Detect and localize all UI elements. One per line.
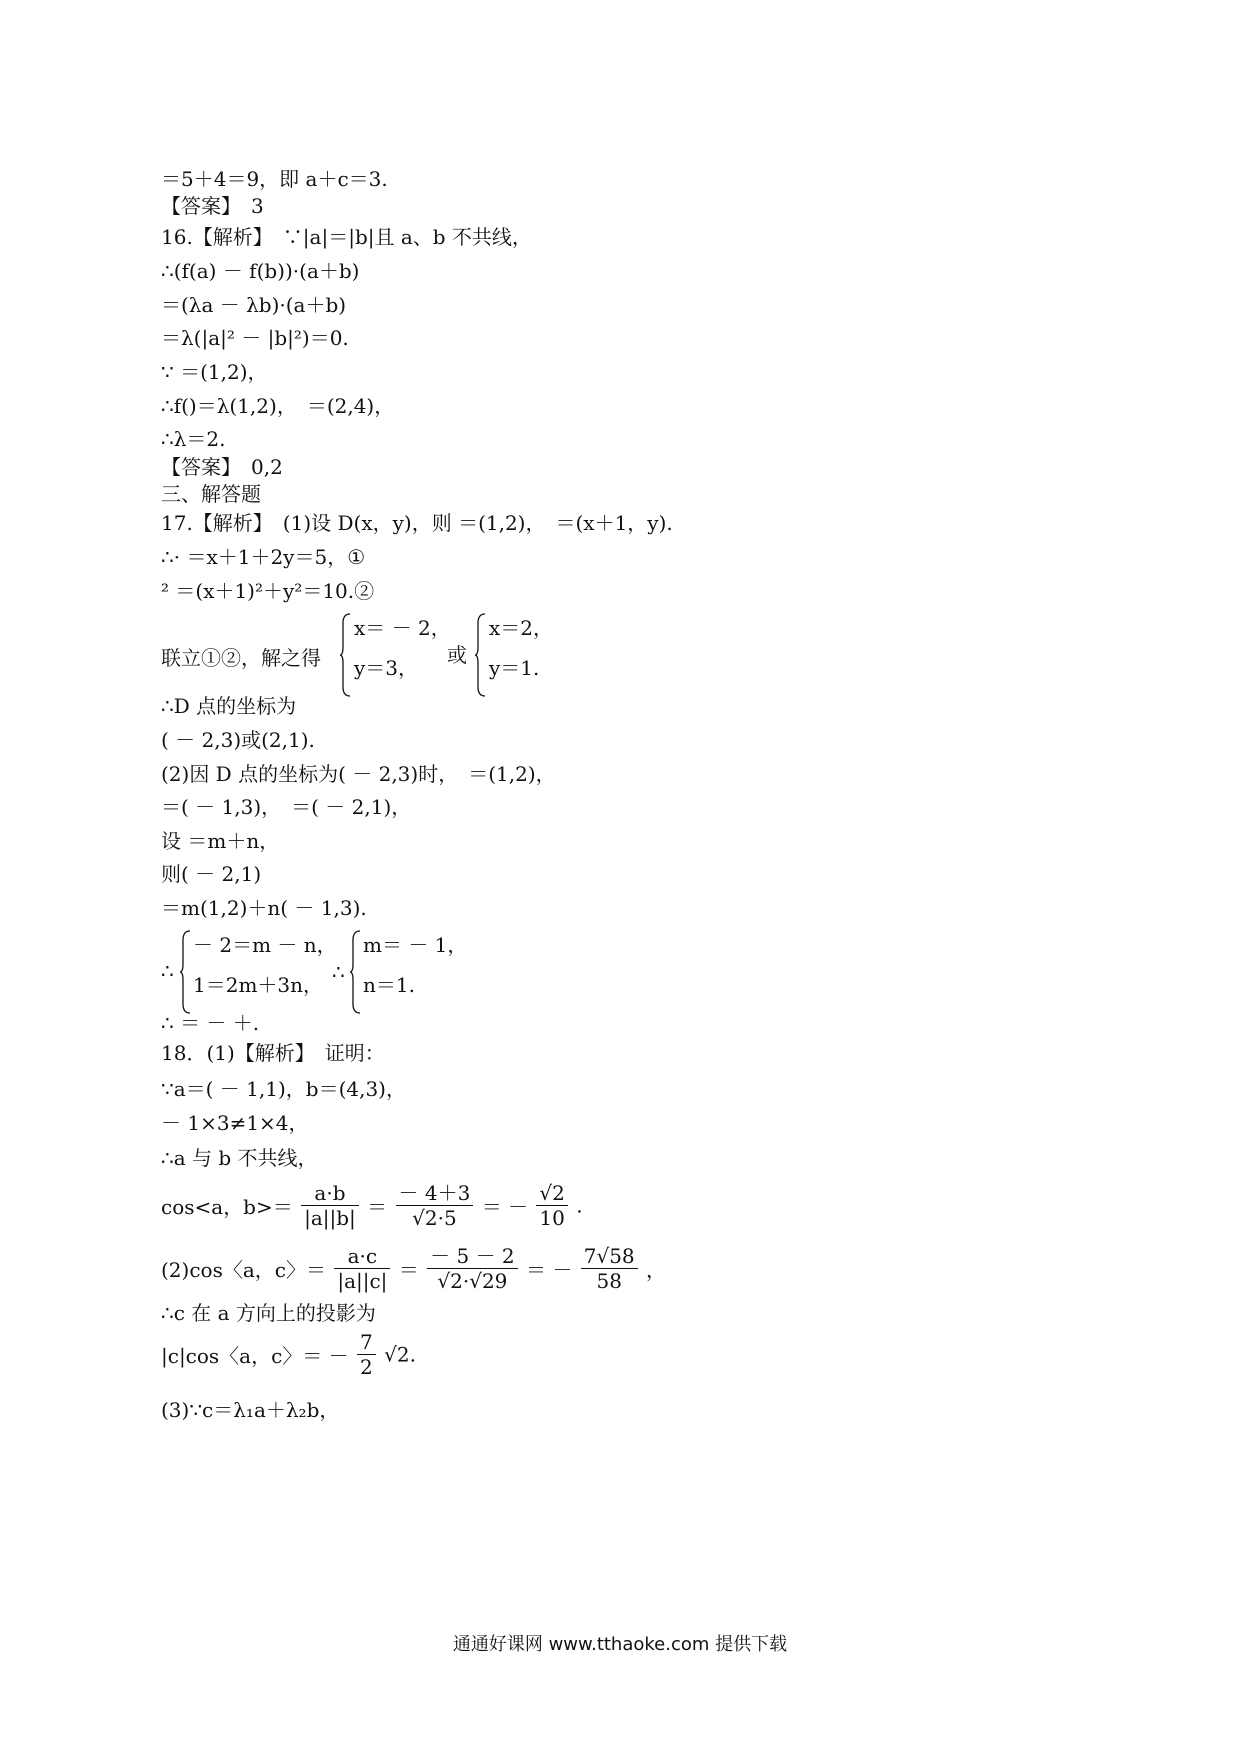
cos-ac-formula [161, 1244, 666, 1304]
text-line: 16.【解析】 ∵|a|＝|b|且 a、b 不共线， [161, 225, 532, 249]
system-row: x＝ － 2， [354, 616, 451, 640]
fraction [396, 1181, 474, 1230]
fraction [427, 1244, 518, 1293]
formula-end: √2. [384, 1342, 416, 1367]
text-line: 设 ＝m＋n， [161, 829, 280, 853]
text-line: 18．(1)【解析】 证明： [161, 1041, 385, 1065]
left-brace [339, 613, 351, 697]
system-lead: 联立①②，解之得 [161, 646, 321, 670]
fraction-denominator: 58 [596, 1269, 622, 1293]
fraction-numerator: a·b [301, 1181, 359, 1206]
fraction-numerator: √2 [536, 1181, 567, 1206]
formula-prefix: |c|cos〈a，c〉＝ － [161, 1344, 356, 1368]
equals-sign: ＝ － [481, 1195, 535, 1219]
page-footer: 通通好课网 www.tthaoke.com 提供下载 [452, 1634, 788, 1655]
fraction-numerator: － 4＋3 [396, 1181, 474, 1206]
system-row: y＝1. [489, 656, 540, 680]
fraction-denominator: |a||b| [304, 1206, 356, 1230]
answer-line: 【答案】 3 [161, 194, 264, 218]
left-brace [474, 613, 486, 697]
text-line: ( － 2,3)或(2,1). [161, 728, 315, 752]
fraction [357, 1330, 376, 1379]
system-lead: ∴ [161, 959, 174, 983]
fraction [581, 1244, 638, 1293]
equation-system [161, 926, 561, 1018]
formula-prefix: (2)cos〈a，c〉＝ [161, 1258, 326, 1282]
text-line: ∵ ＝(1,2)， [161, 360, 268, 384]
text-line: 17.【解析】 (1)设 D(x，y)，则 ＝(1,2)， ＝(x＋1，y). [161, 511, 673, 535]
text-line: ² ＝(x＋1)²＋y²＝10.② [161, 579, 375, 603]
fraction-numerator: 7√58 [581, 1244, 638, 1269]
fraction-denominator: √2·√29 [437, 1269, 508, 1293]
text-line: ∴ ＝ － ＋. [161, 1011, 260, 1035]
answer-line: 【答案】 0,2 [161, 455, 283, 479]
equals-sign: ＝ [398, 1258, 419, 1282]
system-row: x＝2， [489, 616, 554, 640]
formula-end: ， [646, 1258, 667, 1282]
text-line: ＝(λa － λb)·(a＋b) [161, 293, 347, 317]
system-or: 或 [447, 643, 467, 667]
formula-prefix: cos<a，b>＝ [161, 1195, 293, 1219]
fraction-denominator: √2·5 [412, 1206, 457, 1230]
text-line: ＝m(1,2)＋n( － 1,3). [161, 896, 367, 920]
fraction-denominator: |a||c| [337, 1269, 388, 1293]
equation-system [161, 609, 721, 701]
fraction [334, 1244, 390, 1293]
system-row: n＝1. [363, 973, 415, 997]
system-row: 1＝2m＋3n， [193, 973, 324, 997]
text-line: ＝5＋4＝9，即 a＋c＝3. [161, 167, 388, 191]
text-line: ＝λ(|a|² － |b|²)＝0. [161, 326, 349, 350]
text-line: ∴λ＝2. [161, 427, 226, 451]
text-line: (3)∵c＝λ₁a＋λ₂b， [161, 1398, 340, 1422]
system-row: － 2＝m － n， [193, 933, 337, 957]
text-line: ∵a＝( － 1,1)，b＝(4,3)， [161, 1077, 406, 1101]
fraction [536, 1181, 567, 1230]
system-row: y＝3， [354, 656, 419, 680]
text-line: ＝( － 1,3)， ＝( － 2,1)， [161, 795, 412, 819]
left-brace [349, 930, 361, 1014]
equals-sign: ＝ － [526, 1258, 579, 1282]
text-line: ∴f()＝λ(1,2)， ＝(2,4)， [161, 394, 395, 418]
section-heading: 三、解答题 [161, 482, 261, 506]
system-therefore: ∴ [332, 960, 345, 984]
fraction-numerator: － 5 － 2 [427, 1244, 518, 1269]
text-line: ∴D 点的坐标为 [161, 694, 297, 718]
text-line: － 1×3≠1×4， [161, 1111, 309, 1135]
formula-end: . [576, 1193, 583, 1218]
cos-ab-formula [161, 1181, 583, 1241]
fraction-denominator: 2 [360, 1355, 373, 1379]
equals-sign: ＝ [367, 1195, 388, 1219]
text-line: ∴· ＝x＋1＋2y＝5，① [161, 545, 366, 569]
fraction [301, 1181, 359, 1230]
text-line: 则( － 2,1) [161, 862, 262, 886]
left-brace [179, 930, 191, 1014]
text-line: (2)因 D 点的坐标为( － 2,3)时， ＝(1,2)， [161, 762, 556, 786]
text-line: ∴(f(a) － f(b))·(a＋b) [161, 259, 360, 283]
system-row: m＝ － 1， [363, 933, 468, 957]
text-line: ∴c 在 a 方向上的投影为 [161, 1301, 376, 1325]
projection-formula [161, 1330, 416, 1390]
text-line: ∴a 与 b 不共线， [161, 1146, 318, 1170]
fraction-numerator: a·c [334, 1244, 390, 1269]
fraction-numerator: 7 [357, 1330, 376, 1355]
fraction-denominator: 10 [539, 1206, 565, 1230]
